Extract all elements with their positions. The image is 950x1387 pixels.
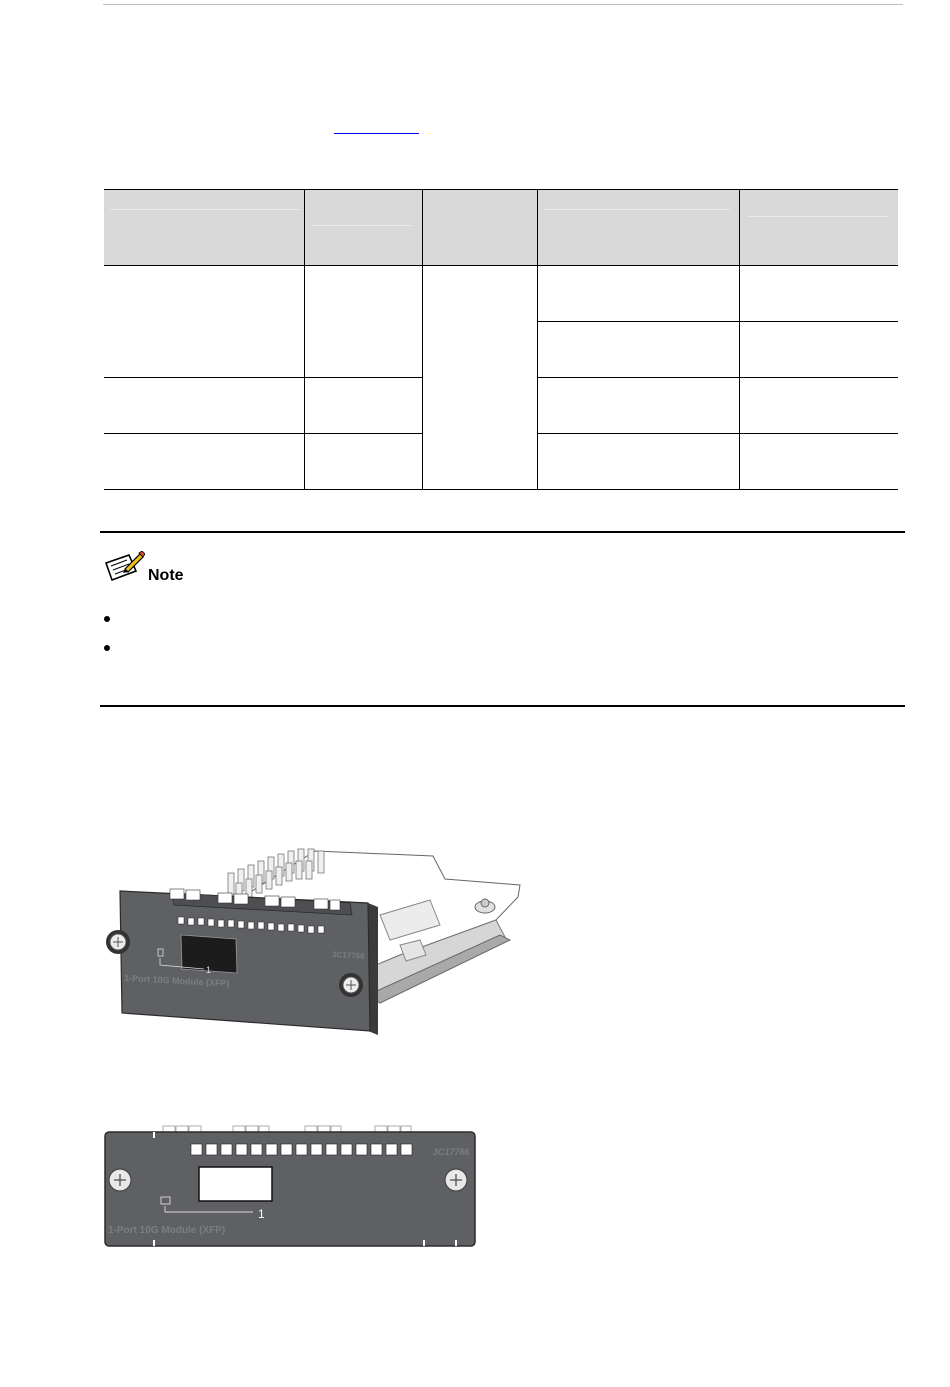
thumbscrew-icon <box>445 1169 467 1191</box>
module-label: 1-Port 10G Module (XFP) <box>123 973 230 989</box>
note-pencil-icon <box>103 551 145 585</box>
note-bullet-1 <box>104 616 110 622</box>
thumbscrew-icon <box>339 973 363 997</box>
table-row <box>104 322 898 377</box>
note-bottom-rule <box>100 705 905 707</box>
cross-reference-link[interactable] <box>334 133 419 134</box>
module-perspective-figure <box>100 845 525 1040</box>
module-label: 1-Port 10G Module (XFP) <box>108 1225 226 1236</box>
xfp-port <box>199 1167 272 1201</box>
table-row <box>104 434 898 489</box>
note-label: Note <box>148 567 184 584</box>
table-row <box>104 266 898 321</box>
table-header-row <box>104 190 898 265</box>
module-front-panel-figure <box>103 1122 478 1250</box>
note-top-rule <box>100 531 905 533</box>
note-bullet-2 <box>104 645 110 651</box>
model-label: 3C17766 <box>433 1147 470 1157</box>
model-label: 3C17766 <box>331 950 365 961</box>
thumbscrew-icon <box>106 930 130 954</box>
thumbscrew-icon <box>109 1169 131 1191</box>
table-row <box>104 378 898 433</box>
page-header-rule <box>103 4 903 5</box>
port-number-label: 1 <box>258 1207 265 1221</box>
port-number-label: 1 <box>206 965 212 975</box>
